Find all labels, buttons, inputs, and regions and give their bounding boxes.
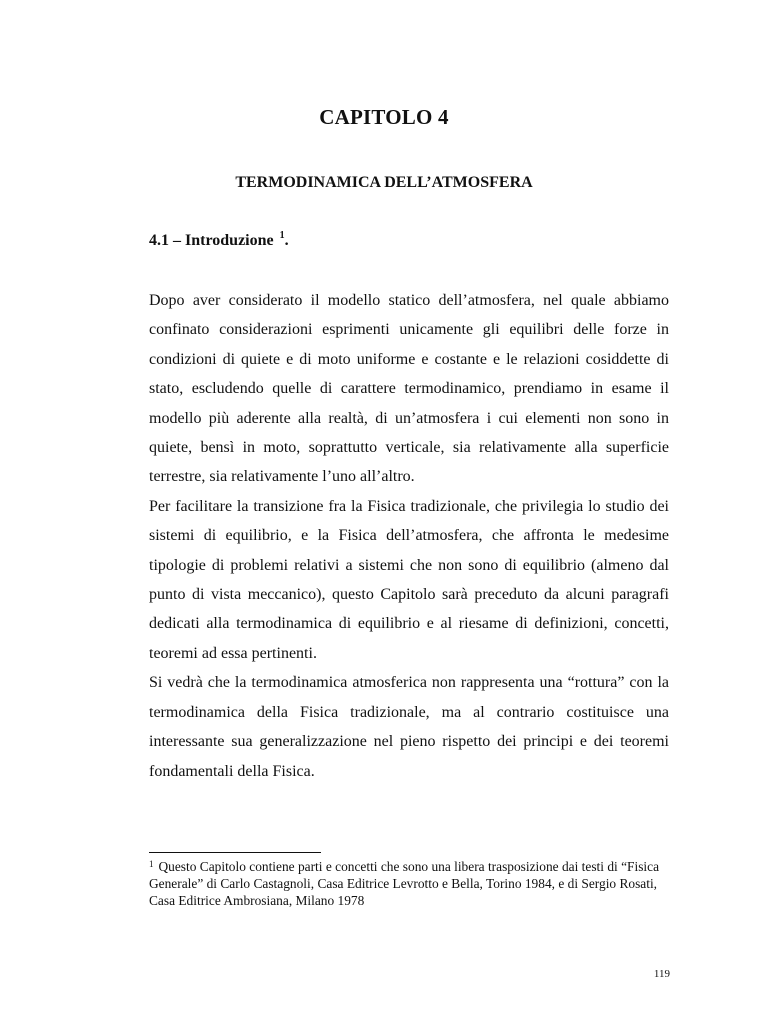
section-heading <box>149 230 289 250</box>
page-number: 119 <box>653 968 670 980</box>
body-text <box>149 286 669 786</box>
chapter-subtitle: TERMODINAMICA DELL’ATMOSFERA <box>235 174 533 191</box>
chapter-title: CAPITOLO 4 <box>319 105 449 129</box>
footnote-divider <box>149 852 321 853</box>
section-heading-period: . <box>284 232 289 249</box>
footnote-reference[interactable]: 1 <box>279 230 285 241</box>
footnote-text: Questo Capitolo contiene parti e concetti che sono una libera trasposizione dai testi di “Fisica Generale” di Carlo Castagnoli, Casa Editrice Levrotto e Bella, Torino 1984, e di Sergio Rosati, Casa Editrice Ambrosiana, Milano 1978 <box>149 859 660 908</box>
body-paragraph-3: Si vedrà che la termodinamica atmosferica non rappresenta una “rottura” con la termodinamica della Fisica tradizionale, ma al contrario costituisce una interessante sua generalizzazione nel pieno rispetto dei principi e dei teoremi fondamentali della Fisica. <box>149 674 669 780</box>
body-paragraph-1: Dopo aver considerato il modello statico dell’atmosfera, nel quale abbiamo confinato considerazioni esprimenti unicamente gli equilibri delle forze in condizioni di quiete e di moto uniforme e costante e le relazioni cosiddette di stato, escludendo quelle di carattere termodinamico, prendiamo in esame il modello più aderente alla realtà, di un’atmosfera i cui elementi non sono in quiete, bensì in moto, soprattutto verticale, sia relativamente alla superficie terrestre, sia relativamente l’uno all’altro. <box>149 292 669 486</box>
footnote <box>149 856 669 909</box>
footnote-marker: 1 <box>149 859 154 869</box>
section-heading-text: 4.1 – Introduzione <box>149 232 274 249</box>
body-paragraph-2: Per facilitare la transizione fra la Fisica tradizionale, che privilegia lo studio dei sistemi di equilibrio, e la Fisica dell’atmosfera, che affronta le medesime tipologie di problemi relativi a sistemi che non sono di equilibrio (almeno dal punto di vista meccanico), questo Capitolo sarà preceduto da alcuni paragrafi dedicati alla termodinamica di equilibrio e al riesame di definizioni, concetti, teoremi ad essa pertinenti. <box>149 497 669 662</box>
